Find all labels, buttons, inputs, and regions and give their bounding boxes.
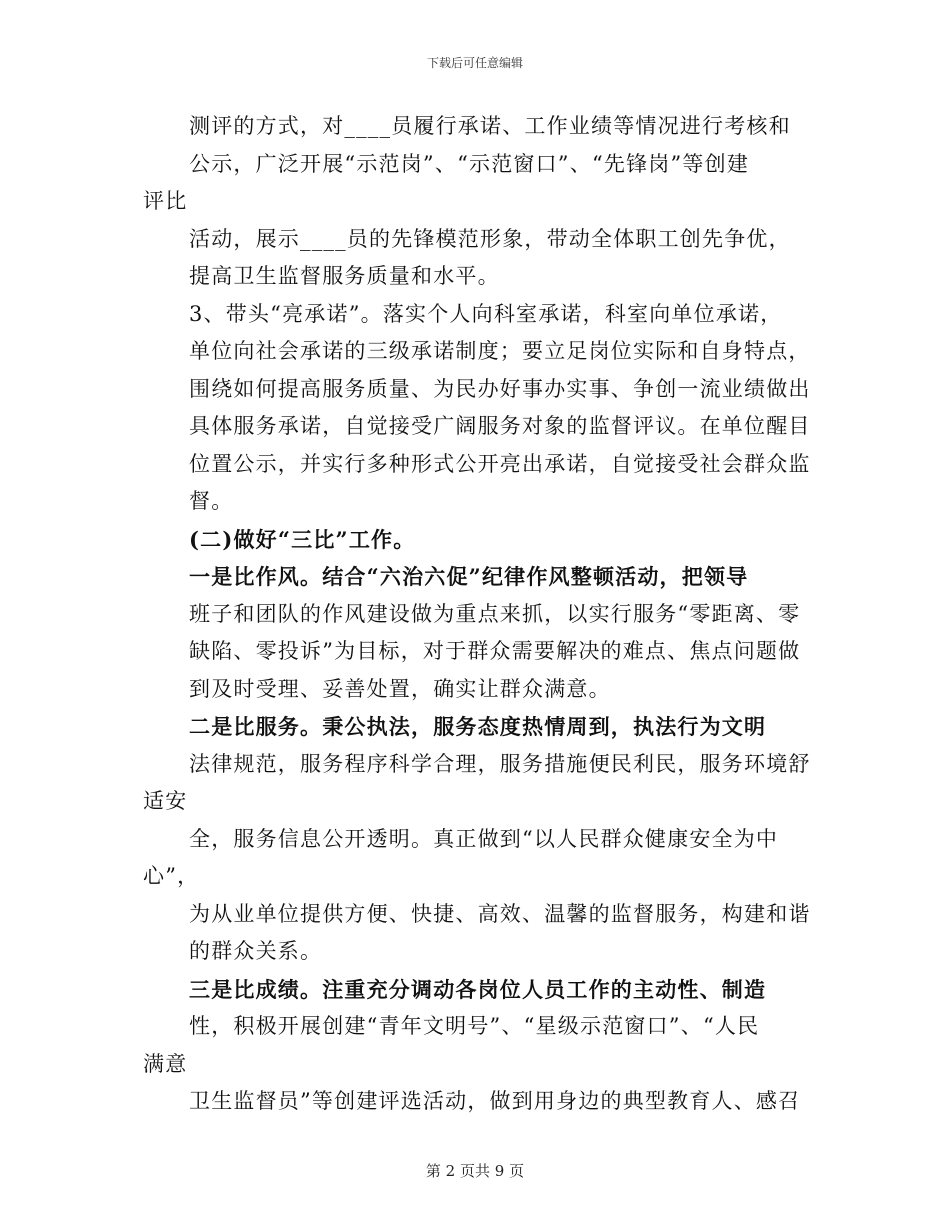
text-line: 心”， (143, 864, 200, 888)
page-header: 下载后可任意编辑 (426, 56, 523, 70)
text-line: 一是比作风。结合“六治六促”纪律作风整顿活动，把领导 (189, 564, 749, 589)
text-line: 围绕如何提高服务质量、为民办好事办实事、争创一流业绩做出 (189, 376, 811, 401)
text-line: 全，服务信息公开透明。真正做到“以人民群众健康安全为中 (189, 826, 779, 851)
text-line: 评比 (143, 189, 188, 213)
text-line: 班子和团队的作风建设做为重点来抓，以实行服务“零距离、零 (189, 601, 801, 626)
text-line: 二是比服务。秉公执法，服务态度热情周到，执法行为文明 (189, 714, 767, 739)
text-line: 卫生监督员”等创建评选活动，做到用身边的典型教育人、感召 (189, 1089, 801, 1113)
text-line: 满意 (143, 1051, 188, 1076)
text-line: 到及时受理、妥善处置，确实让群众满意。 (189, 676, 611, 701)
text-line: 活动，展示____员的先锋模范形象，带动全体职工创先争优， (189, 226, 791, 251)
text-line: 的群众关系。 (189, 939, 323, 963)
text-line: (二)做好“三比”工作。 (189, 526, 416, 552)
text-line: 位置公示，并实行多种形式公开亮出承诺，自觉接受社会群众监 (189, 451, 811, 476)
text-line: 3、带头“亮承诺”。落实个人向科室承诺，科室向单位承诺， (189, 301, 783, 326)
text-line: 适安 (143, 789, 188, 813)
text-line: 具体服务承诺，自觉接受广阔服务对象的监督评议。在单位醒目 (189, 414, 811, 438)
text-line: 缺陷、零投诉”为目标，对于群众需要解决的难点、焦点问题做 (189, 639, 801, 663)
text-line: 测评的方式，对____员履行承诺、工作业绩等情况进行考核和 (189, 114, 791, 138)
text-line: 提高卫生监督服务质量和水平。 (189, 264, 500, 288)
text-line: 三是比成绩。注重充分调动各岗位人员工作的主动性、制造 (189, 976, 767, 1002)
text-line: 法律规范，服务程序科学合理，服务措施便民利民，服务环境舒 (189, 751, 811, 776)
text-line: 督。 (189, 489, 234, 513)
text-line: 公示，广泛开展“示范岗”、“示范窗口”、“先锋岗”等创建 (189, 151, 750, 176)
page-footer: 第 2 页共 9 页 (425, 1162, 525, 1180)
document-body (143, 108, 811, 1121)
text-line: 性，积极开展创建“青年文明号”、“星级示范窗口”、“人民 (189, 1014, 760, 1038)
text-line: 单位向社会承诺的三级承诺制度；要立足岗位实际和自身特点， (189, 339, 811, 363)
text-line: 为从业单位提供方便、快捷、高效、温馨的监督服务，构建和谐 (189, 901, 811, 926)
